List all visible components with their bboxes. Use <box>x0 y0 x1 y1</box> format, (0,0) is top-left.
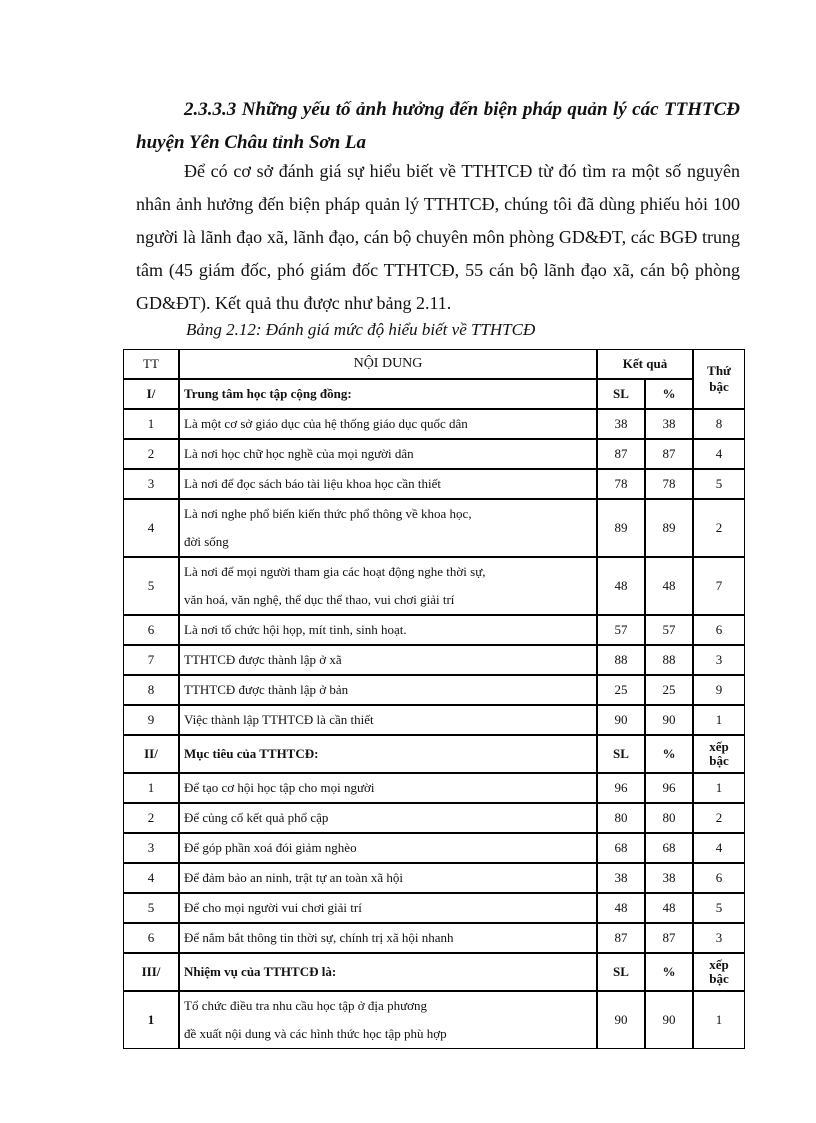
row-pct: 48 <box>645 557 693 615</box>
row-content <box>179 833 597 863</box>
row-pct: 96 <box>645 773 693 803</box>
row-content <box>179 773 597 803</box>
table-row <box>123 705 745 735</box>
row-pct: 38 <box>645 409 693 439</box>
content-line: Để cho mọi người vui chơi giải trí <box>184 900 362 915</box>
row-number: 7 <box>123 645 179 675</box>
row-number: 1 <box>123 773 179 803</box>
row-content <box>179 863 597 893</box>
row-sl: 68 <box>597 833 645 863</box>
content-line: TTHTCĐ được thành lập ở bản <box>184 682 349 697</box>
section-heading: 2.3.3.3 Những yếu tố ảnh hưởng đến biện pháp quản lý các TTHTCĐ huyện Yên Châu tỉnh Sơn La <box>136 99 740 153</box>
row-number: 1 <box>123 409 179 439</box>
header-content: NỘI DUNG <box>179 349 597 379</box>
assessment-table <box>123 349 745 1049</box>
section-title: Trung tâm học tập cộng đồng: <box>179 379 597 409</box>
table-row <box>123 439 745 469</box>
table-row <box>123 409 745 439</box>
row-sl: 25 <box>597 675 645 705</box>
row-sl: 38 <box>597 863 645 893</box>
table-row <box>123 803 745 833</box>
table-row <box>123 615 745 645</box>
row-sl: 48 <box>597 557 645 615</box>
row-content <box>179 557 597 615</box>
content-line: Là nơi học chữ học nghề của mọi người dân <box>184 446 414 461</box>
table-row <box>123 991 745 1049</box>
row-pct: 25 <box>645 675 693 705</box>
row-rank: 2 <box>693 499 745 557</box>
row-pct: 38 <box>645 863 693 893</box>
row-pct: 88 <box>645 645 693 675</box>
table-row <box>123 499 745 557</box>
row-sl: 89 <box>597 499 645 557</box>
row-content <box>179 645 597 675</box>
table-row <box>123 773 745 803</box>
table-row <box>123 557 745 615</box>
row-sl: 87 <box>597 923 645 953</box>
row-rank: 6 <box>693 863 745 893</box>
row-sl: 57 <box>597 615 645 645</box>
row-rank: 3 <box>693 923 745 953</box>
sl-label: SL <box>597 953 645 991</box>
row-number: 2 <box>123 803 179 833</box>
row-content <box>179 615 597 645</box>
header-tt: TT <box>123 349 179 379</box>
row-number: 5 <box>123 893 179 923</box>
row-sl: 87 <box>597 439 645 469</box>
table-caption: Bảng 2.12: Đánh giá mức độ hiểu biết về TTHTCĐ <box>186 320 536 339</box>
row-pct: 57 <box>645 615 693 645</box>
row-sl: 38 <box>597 409 645 439</box>
table-row <box>123 645 745 675</box>
row-sl: 90 <box>597 991 645 1049</box>
content-line: đời sống <box>184 534 229 549</box>
content-line: Là nơi để đọc sách báo tài liệu khoa học cần thiết <box>184 476 442 491</box>
row-number: 4 <box>123 499 179 557</box>
table-row <box>123 833 745 863</box>
section-row-2 <box>123 735 745 773</box>
content-line: Để nắm bắt thông tin thời sự, chính trị xã hội nhanh <box>184 930 454 945</box>
section-tt: III/ <box>123 953 179 991</box>
content-line: Để đảm bảo an ninh, trật tự an toàn xã hội <box>184 870 403 885</box>
row-rank: 1 <box>693 991 745 1049</box>
section-tt: I/ <box>123 379 179 409</box>
pct-label: % <box>645 953 693 991</box>
table-row <box>123 675 745 705</box>
row-rank: 5 <box>693 469 745 499</box>
table-row <box>123 893 745 923</box>
rank-label: xếp bậc <box>693 735 745 773</box>
row-pct: 90 <box>645 705 693 735</box>
table-row <box>123 469 745 499</box>
row-rank: 2 <box>693 803 745 833</box>
content-line: Việc thành lập TTHTCĐ là cần thiết <box>184 712 374 727</box>
row-number: 6 <box>123 615 179 645</box>
content-line: đề xuất nội dung và các hình thức học tập phù hợp <box>184 1026 447 1041</box>
row-rank: 4 <box>693 833 745 863</box>
content-line: Để tạo cơ hội học tập cho mọi người <box>184 780 375 795</box>
row-pct: 90 <box>645 991 693 1049</box>
row-rank: 1 <box>693 773 745 803</box>
row-content <box>179 469 597 499</box>
row-number: 8 <box>123 675 179 705</box>
row-rank: 7 <box>693 557 745 615</box>
row-content <box>179 991 597 1049</box>
section-title: Mục tiêu của TTHTCĐ: <box>179 735 597 773</box>
table-header-row <box>123 349 745 379</box>
row-content <box>179 893 597 923</box>
row-sl: 80 <box>597 803 645 833</box>
content-line: văn hoá, văn nghệ, thể dục thể thao, vui chơi giải trí <box>184 592 455 607</box>
intro-paragraph: Để có cơ sở đánh giá sự hiểu biết về TTHTCĐ từ đó tìm ra một số nguyên nhân ảnh hưởng đến biện pháp quản lý TTHTCĐ, chúng tôi đã dùng phiếu hỏi 100 người là lãnh đạo xã, lãnh đạo, cán bộ chuyên môn phòng GD&ĐT, các BGĐ trung tâm (45 giám đốc, phó giám đốc TTHTCĐ, 55 cán bộ lãnh đạo xã, cán bộ phòng GD&ĐT). Kết quả thu được như bảng 2.11. <box>136 161 740 313</box>
row-content <box>179 803 597 833</box>
section-row-3 <box>123 953 745 991</box>
row-rank: 8 <box>693 409 745 439</box>
rank-label: xếp bậc <box>693 953 745 991</box>
row-number: 9 <box>123 705 179 735</box>
row-rank: 5 <box>693 893 745 923</box>
row-rank: 6 <box>693 615 745 645</box>
content-line: Là nơi để mọi người tham gia các hoạt động nghe thời sự, <box>184 564 486 579</box>
row-number: 6 <box>123 923 179 953</box>
sl-label: SL <box>597 735 645 773</box>
row-rank: 4 <box>693 439 745 469</box>
row-pct: 48 <box>645 893 693 923</box>
table-row <box>123 923 745 953</box>
section-tt: II/ <box>123 735 179 773</box>
row-number: 3 <box>123 469 179 499</box>
content-line: Để góp phần xoá đói giảm nghèo <box>184 840 357 855</box>
row-pct: 87 <box>645 439 693 469</box>
header-result: Kết quả <box>597 349 693 379</box>
row-sl: 48 <box>597 893 645 923</box>
row-rank: 3 <box>693 645 745 675</box>
row-pct: 78 <box>645 469 693 499</box>
row-content <box>179 499 597 557</box>
content-line: Là nơi nghe phổ biến kiến thức phổ thông về khoa học, <box>184 506 472 521</box>
row-sl: 78 <box>597 469 645 499</box>
section-title: Nhiệm vụ của TTHTCĐ là: <box>179 953 597 991</box>
row-pct: 89 <box>645 499 693 557</box>
row-content <box>179 923 597 953</box>
content-line: Là một cơ sở giáo dục của hệ thống giáo dục quốc dân <box>184 416 468 431</box>
pct-label: % <box>645 735 693 773</box>
content-line: Là nơi tổ chức hội họp, mít tinh, sinh hoạt. <box>184 622 407 637</box>
row-number: 1 <box>123 991 179 1049</box>
sl-label: SL <box>597 379 645 409</box>
row-content <box>179 409 597 439</box>
row-content <box>179 439 597 469</box>
row-number: 4 <box>123 863 179 893</box>
content-line: Để củng cố kết quả phổ cập <box>184 810 329 825</box>
row-number: 3 <box>123 833 179 863</box>
row-sl: 90 <box>597 705 645 735</box>
header-rank: Thứ bậc <box>693 349 745 409</box>
content-line: Tổ chức điều tra nhu cầu học tập ở địa phương <box>184 998 427 1013</box>
row-pct: 80 <box>645 803 693 833</box>
row-rank: 9 <box>693 675 745 705</box>
row-pct: 87 <box>645 923 693 953</box>
row-content <box>179 705 597 735</box>
row-number: 2 <box>123 439 179 469</box>
row-sl: 96 <box>597 773 645 803</box>
row-sl: 88 <box>597 645 645 675</box>
row-pct: 68 <box>645 833 693 863</box>
table-row <box>123 863 745 893</box>
content-line: TTHTCĐ được thành lập ở xã <box>184 652 342 667</box>
pct-label: % <box>645 379 693 409</box>
row-number: 5 <box>123 557 179 615</box>
section-row-1 <box>123 379 745 409</box>
row-content <box>179 675 597 705</box>
row-rank: 1 <box>693 705 745 735</box>
